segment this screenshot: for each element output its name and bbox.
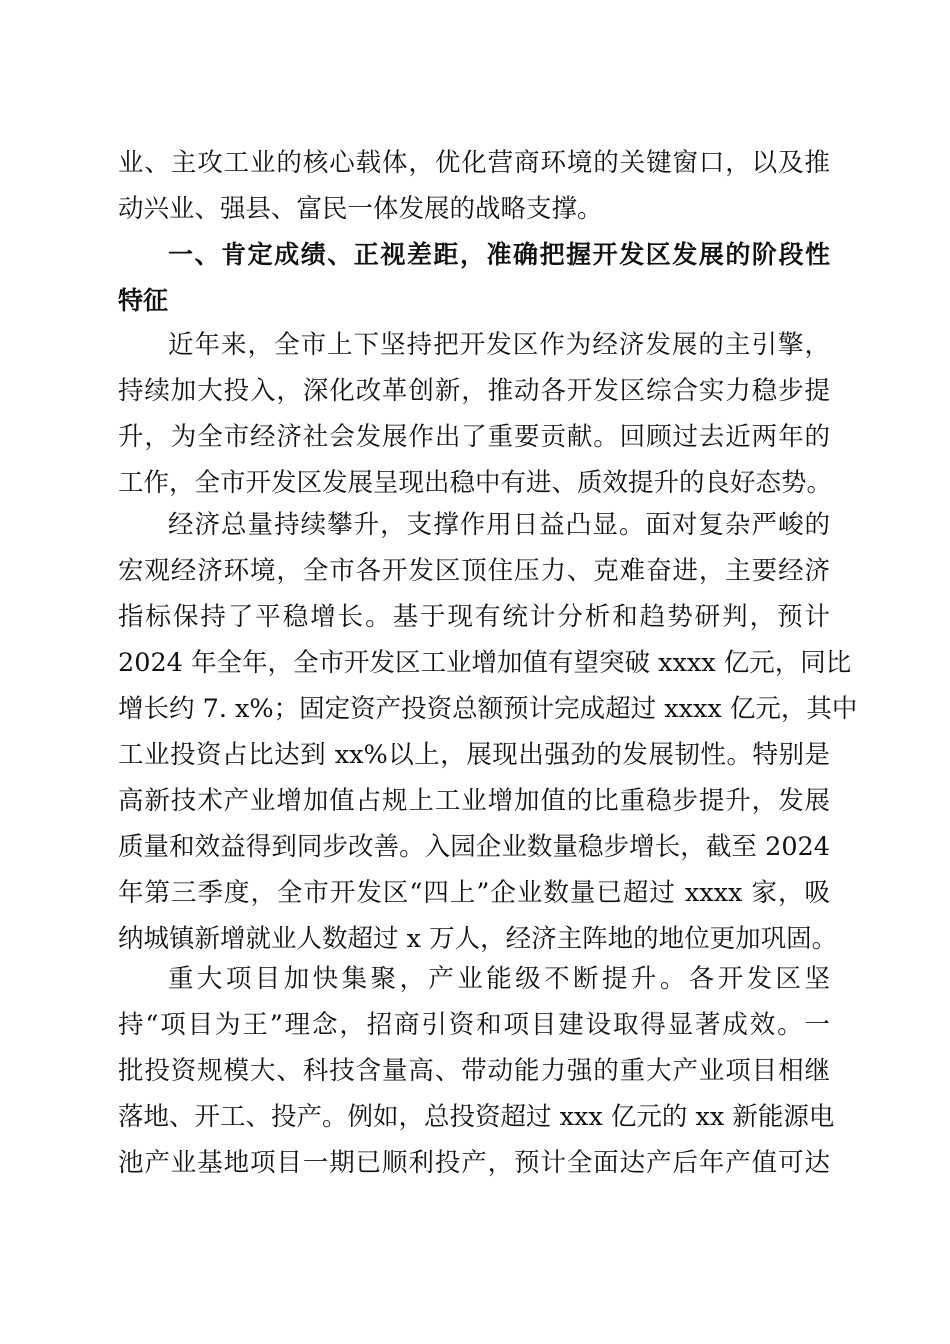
paragraph-line: 经济总量持续攀升，支撑作用日益凸显。面对复杂严峻的 [168,510,830,540]
paragraph-line: 池产业基地项目一期已顺利投产，预计全面达产后年产值可达 [118,1148,830,1178]
paragraph-line: 指标保持了平稳增长。基于现有统计分析和趋势研判，预计 [118,602,830,632]
paragraph-line: 质量和效益得到同步改善。入园企业数量稳步增长，截至 2024 [118,832,830,862]
paragraph-line: 业、主攻工业的核心载体，优化营商环境的关键窗口，以及推 [118,148,830,178]
section-heading-continued: 特征 [118,286,169,315]
paragraph-line: 持“项目为王”理念，招商引资和项目建设取得显著成效。一 [118,1010,830,1040]
paragraph-line: 2024 年全年，全市开发区工业增加值有望突破 xxxx 亿元，同比 [118,648,852,678]
paragraph-line: 持续加大投入，深化改革创新，推动各开发区综合实力稳步提 [118,376,830,406]
paragraph-line: 宏观经济环境，全市各开发区顶住压力、克难奋进，主要经济 [118,556,830,586]
paragraph-line: 年第三季度，全市开发区“四上”企业数量已超过 xxxx 家，吸 [118,878,830,908]
paragraph-line: 纳城镇新增就业人数超过 x 万人，经济主阵地的地位更加巩固。 [118,924,838,954]
paragraph-line: 升，为全市经济社会发展作出了重要贡献。回顾过去近两年的 [118,422,830,452]
paragraph-line: 动兴业、强县、富民一体发展的战略支撑。 [118,194,603,224]
paragraph-line: 增长约 7. x%；固定资产投资总额预计完成超过 xxxx 亿元，其中 [118,694,858,724]
paragraph-line: 批投资规模大、科技含量高、带动能力强的重大产业项目相继 [118,1056,830,1086]
paragraph-line: 工作，全市开发区发展呈现出稳中有进、质效提升的良好态势。 [118,468,833,498]
paragraph-line: 落地、开工、投产。例如，总投资超过 xxx 亿元的 xx 新能源电 [118,1102,835,1132]
section-heading: 一、肯定成绩、正视差距，准确把握开发区发展的阶段性 [168,240,830,269]
paragraph-line: 工业投资占比达到 xx%以上，展现出强劲的发展韧性。特别是 [118,740,830,770]
paragraph-line: 高新技术产业增加值占规上工业增加值的比重稳步提升，发展 [118,786,830,816]
paragraph-line: 重大项目加快集聚，产业能级不断提升。各开发区坚 [168,964,830,994]
paragraph-line: 近年来，全市上下坚持把开发区作为经济发展的主引擎， [168,330,830,360]
